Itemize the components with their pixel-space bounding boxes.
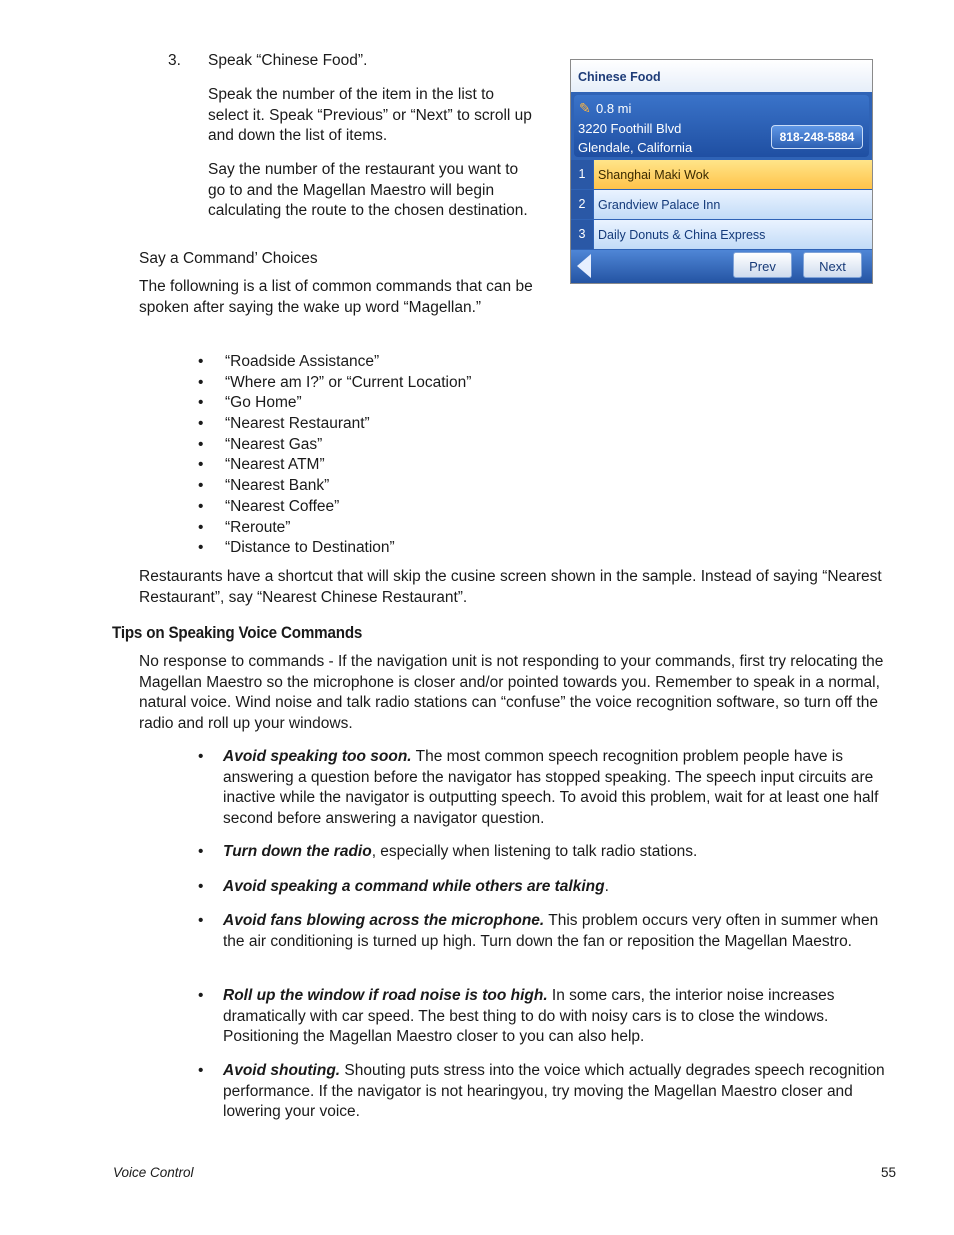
tips-intro: No response to commands - If the navigation unit is not responding to your commands, first try relocating the Magellan Maestro so the microphone is closer and/or pointed towards you. Remember to speak in a normal, natural voice. Wind noise and talk radio stations can “confuse” the voice recognition software, so turn off the radio and roll up your windows. [139,653,884,732]
list-intro: The followning is a list of common commands that can be spoken after saying the wake up word “Magellan.” [139,278,533,316]
device-address-line1: 3220 Foothill Blvd [578,121,682,136]
result-name: Grandview Palace Inn [594,190,872,219]
prev-button[interactable]: Prev [733,252,792,278]
tip-item [198,877,898,898]
device-info-panel [574,95,869,157]
tip-item [198,986,898,1048]
list-item: • “Distance to Destination” [198,538,471,559]
device-bottom-bar [571,250,872,283]
result-row[interactable] [571,220,872,249]
tip-item [198,911,898,952]
bullet: • [198,843,204,860]
footer-section: Voice Control [113,1165,194,1180]
list-item: • “Nearest Bank” [198,476,471,497]
device-address-line2: Glendale, California [578,140,693,155]
list-item: • “Reroute” [198,518,471,539]
tip-lead: Avoid speaking a command while others are talking [223,878,605,895]
list-item: • “Where am I?” or “Current Location” [198,373,471,394]
step-text: Speak “Chinese Food”. [208,52,368,69]
back-arrow-icon[interactable] [577,254,591,278]
restaurants-note: Restaurants have a shortcut that will skip the cusine screen shown in the sample. Instead of saying “Nearest Restaurant”, say “Nearest Chinese Restaurant”. [139,568,882,606]
device-distance: 0.8 mi [596,101,632,116]
result-row[interactable] [571,160,872,189]
tip-text: This problem occurs very often in summer when the air conditioning is turned up high. Turn down the fan or reposition the Magellan Maestro. [223,912,879,950]
page-number: 55 [881,1165,897,1180]
bullet: • [198,912,204,929]
list-item: • “Nearest Coffee” [198,497,471,518]
tip-text: . [604,878,609,895]
device-screenshot [570,59,873,284]
bullet: • [198,748,204,765]
result-row[interactable] [571,190,872,219]
bullet: • [198,373,204,391]
pin-icon: ✎ [579,100,591,116]
tip-lead: Avoid fans blowing across the microphone. [223,912,545,929]
tip-lead: Roll up the window if road noise is too high. [223,987,548,1004]
list-item: • “Nearest ATM” [198,455,471,476]
list-item: • “Go Home” [198,393,471,414]
bullet: • [198,1062,204,1079]
tip-lead: Avoid shouting. [223,1062,341,1079]
tip-text: In some cars, the interior noise increases dramatically with car speed. The best thing to do with noisy cars is to close the windows. Positioning the Magellan Maestro closer to you can also help. [223,987,835,1045]
device-title: Chinese Food [571,60,872,92]
bullet: • [198,456,204,474]
result-number: 2 [571,190,593,219]
step-instruction-route: Say the number of the restaurant you want to go to and the Magellan Maestro will begin calculating the route to the chosen destination. [208,161,528,219]
list-item: • “Nearest Gas” [198,435,471,456]
tip-item [198,747,898,829]
command-list [198,352,471,559]
bullet: • [198,539,204,557]
phone-button[interactable]: 818-248-5884 [771,125,863,149]
bullet: • [198,477,204,495]
step-instruction-select: Speak the number of the item in the list to select it. Speak “Previous” or “Next” to scroll up and down the list of items. [208,86,532,144]
bullet: • [198,435,204,453]
tip-item [198,842,898,863]
list-item: • “Nearest Restaurant” [198,414,471,435]
choices-heading: Say a Command’ Choices [139,250,318,267]
result-number: 1 [571,160,593,189]
bullet: • [198,518,204,536]
tip-text: , especially when listening to talk radio stations. [371,843,698,860]
section-heading: Tips on Speaking Voice Commands [112,624,363,642]
next-button[interactable]: Next [803,252,862,278]
tip-item [198,1061,898,1123]
bullet: • [198,353,204,370]
tip-text: Shouting puts stress into the voice which actually degrades speech recognition performance. If the navigator is not hearingyou, try moving the Magellan Maestro closer and lowering your voice. [223,1062,885,1120]
tip-text: The most common speech recognition problem people have is answering a question before the navigator has stopped speaking. The speech input circuits are inactive while the navigator is outputting speech. To avoid this problem, wait for at least one half second before answering a navigator question. [223,748,879,827]
bullet: • [198,415,204,433]
tip-lead: Turn down the radio [223,843,372,860]
tip-lead: Avoid speaking too soon. [223,748,412,765]
result-name: Daily Donuts & China Express [594,220,872,249]
list-item: • “Roadside Assistance” [198,352,471,373]
bullet: • [198,987,204,1004]
result-number: 3 [571,220,593,249]
bullet: • [198,497,204,515]
result-name: Shanghai Maki Wok [594,160,872,189]
bullet: • [198,394,204,412]
step-number: 3. [168,52,181,69]
bullet: • [198,878,204,895]
